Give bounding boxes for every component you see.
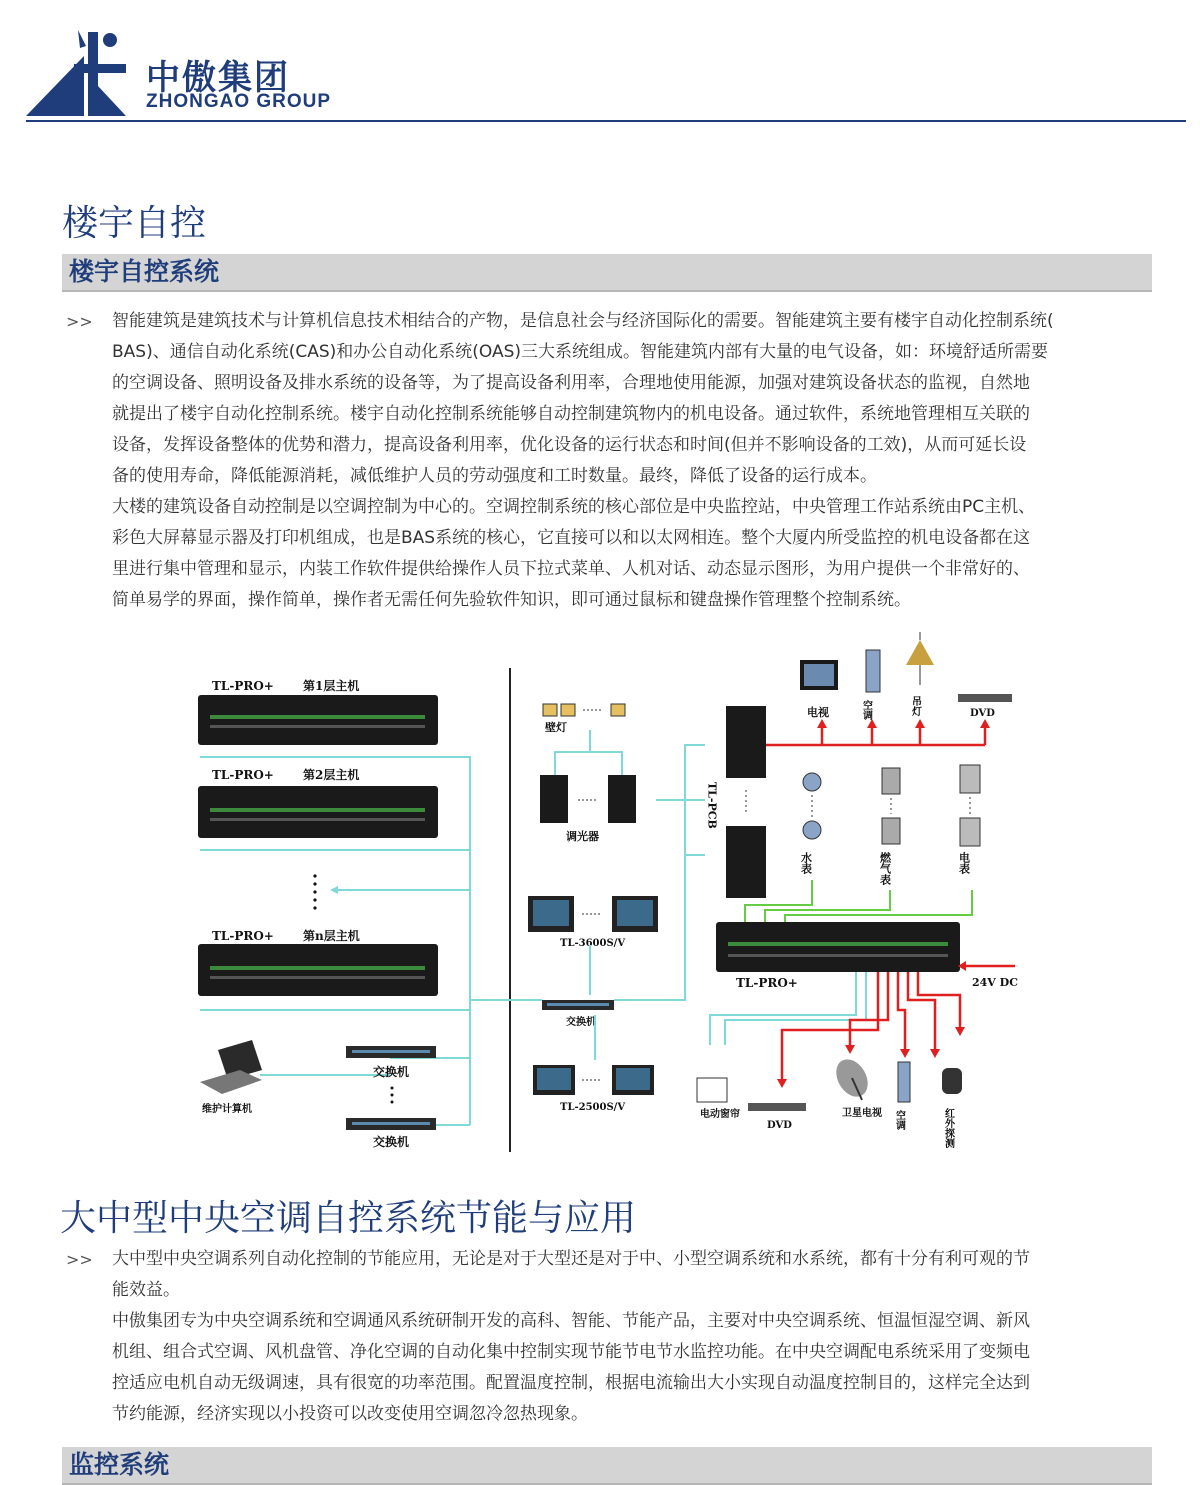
text-line: 能效益。 (112, 1280, 180, 1300)
text-line: 控适应电机自动无级调速，具有很宽的功率范围。配置温度控制，根据电流输出大小实现自动温度控制目的，这样完全达到 (112, 1373, 1030, 1393)
ac-top-label: 空调 (860, 700, 872, 720)
brand-name-cn: 中傲集团 (146, 58, 290, 98)
host1-label: 第1层主机 (303, 679, 360, 693)
bullet-marker: >> (66, 312, 93, 331)
pcb-units (726, 706, 766, 898)
laptop-icon (200, 1040, 262, 1094)
dvd-bottom-icon (748, 1103, 806, 1111)
floor-host-n (198, 944, 438, 996)
ir-label: 红外探测 (942, 1108, 954, 1148)
text-line: 大楼的建筑设备自动控制是以空调控制为中心的。空调控制系统的核心部位是中央监控站，中央管理工作站系统由PC主机、 (112, 497, 1036, 517)
chandelier-icon (906, 632, 934, 685)
tv-icon (800, 660, 838, 690)
satellite-label: 卫星电视 (842, 1108, 882, 1119)
water-meter-icons (803, 773, 821, 839)
main-label: TL-PRO+ (736, 976, 798, 990)
elec-label: 电表 (957, 852, 971, 874)
paragraph-hvac (112, 1244, 1152, 1430)
switch-mid (542, 1000, 614, 1010)
electric-meter-icons (960, 765, 980, 846)
section-title: 监控系统 (69, 1450, 170, 1479)
ac-top-icon (866, 650, 880, 692)
page-title: 楼宇自控 (62, 203, 207, 244)
host2-label: 第2层主机 (303, 768, 360, 782)
dvd-bottom-label: DVD (767, 1120, 792, 1131)
water-label: 水表 (799, 852, 813, 874)
vertical-dots (313, 874, 316, 909)
ac-bottom-label: 空调 (893, 1110, 905, 1130)
floor-host-1 (198, 695, 438, 745)
gas-label: 燃气表 (878, 852, 892, 885)
text-line: 智能建筑是建筑技术与计算机信息技术相结合的产物，是信息社会与经济国际化的需要。智能建筑主要有楼宇自动化控制系统( (112, 311, 1054, 331)
section-bar (62, 1447, 1152, 1485)
hostn-model: TL-PRO+ (212, 929, 274, 943)
section2-title: 大中型中央空调自控系统节能与应用 (60, 1198, 637, 1239)
brand-name-en: ZHONGAO GROUP (146, 91, 332, 112)
touch2-label: TL-2500S/V (560, 1102, 626, 1113)
host1-model: TL-PRO+ (212, 679, 274, 693)
dimmer-label: 调光器 (566, 830, 599, 843)
switch-1 (346, 1046, 436, 1058)
text-line: 中傲集团专为中央空调系统和空调通风系统研制开发的高科、智能、节能产品，主要对中央空调系统、恒温恒湿空调、新风 (112, 1311, 1030, 1331)
ir-detector-icon (942, 1068, 962, 1094)
text-line: 简单易学的界面，操作简单，操作者无需任何先验软件知识，即可通过鼠标和键盘操作管理整个控制系统。 (112, 590, 911, 610)
switch-2 (346, 1118, 436, 1130)
bullet-marker: >> (66, 1250, 93, 1269)
text-line: 彩色大屏幕显示器及打印机组成，也是BAS系统的核心，它直接可以和以太网相连。整个大厦内所受监控的机电设备都在这 (112, 528, 1031, 548)
text-line: 设备，发挥设备整体的优势和潜力，提高设备利用率，优化设备的运行状态和时间(但并不影响设备的工效)，从而可延长设 (112, 435, 1027, 455)
touch-panel-3600 (528, 896, 658, 932)
tv-label: 电视 (807, 706, 829, 719)
text-line: 机组、组合式空调、风机盘管、净化空调的自动化集中控制实现节能节电节水监控功能。在中央空调配电系统采用了变频电 (112, 1342, 1030, 1362)
main-controller (716, 922, 960, 972)
host2-model: TL-PRO+ (212, 768, 274, 782)
hostn-label: 第n层主机 (303, 929, 360, 943)
text-line: 大中型中央空调系列自动化控制的节能应用，无论是对于大型还是对于中、小型空调系统和水系统，都有十分有利可观的节 (112, 1249, 1030, 1269)
text-line: 就提出了楼宇自动化控制系统。楼宇自动化控制系统能够自动控制建筑物内的机电设备。通过软件，系统地管理相互关联的 (112, 404, 1030, 424)
text-line: BAS)、通信自动化系统(CAS)和办公自动化系统(OAS)三大系统组成。智能建筑内部有大量的电气设备，如：环境舒适所需要 (112, 342, 1049, 362)
satellite-icon (830, 1054, 874, 1103)
power-label: 24V DC (972, 976, 1018, 989)
section-title: 楼宇自控系统 (69, 257, 220, 286)
touch1-label: TL-3600S/V (560, 938, 626, 949)
text-line: 节约能源，经济实现以小投资可以改变使用空调忽冷忽热现象。 (112, 1404, 588, 1424)
dots (391, 1087, 394, 1104)
switch1-label: 交换机 (373, 1065, 410, 1079)
gas-meter-icons (882, 768, 900, 844)
ac-bottom-icon (898, 1062, 910, 1102)
chandelier-label: 吊灯 (909, 696, 921, 716)
text-line: 备的使用寿命，降低能源消耗，减低维护人员的劳动强度和工时数量。最终，降低了设备的运行成本。 (112, 466, 877, 486)
dimmer-icons (540, 775, 636, 823)
switch2-label: 交换机 (373, 1135, 410, 1149)
wall-lamp-label: 壁灯 (545, 721, 567, 734)
floor-host-2 (198, 786, 438, 838)
curtain-label: 电动窗帘 (700, 1109, 740, 1120)
dvd-top-label: DVD (970, 708, 995, 719)
curtain-icon (697, 1078, 727, 1102)
text-line: 的空调设备、照明设备及排水系统的设备等，为了提高设备利用率，合理地使用能源，加强对建筑设备状态的监视，自然地 (112, 373, 1030, 393)
pcb-label: TL-PCB (705, 782, 719, 829)
dvd-top-icon (958, 694, 1012, 702)
laptop-label: 维护计算机 (202, 1104, 252, 1115)
wall-lamp-icons (543, 704, 625, 716)
text-line: 里进行集中管理和显示，内装工作软件提供给操作人员下拉式菜单、人机对话、动态显示图形，为用户提供一个非常好的、 (112, 559, 1030, 579)
touch-panel-2500 (533, 1065, 654, 1095)
switch-mid-label: 交换机 (566, 1017, 596, 1028)
